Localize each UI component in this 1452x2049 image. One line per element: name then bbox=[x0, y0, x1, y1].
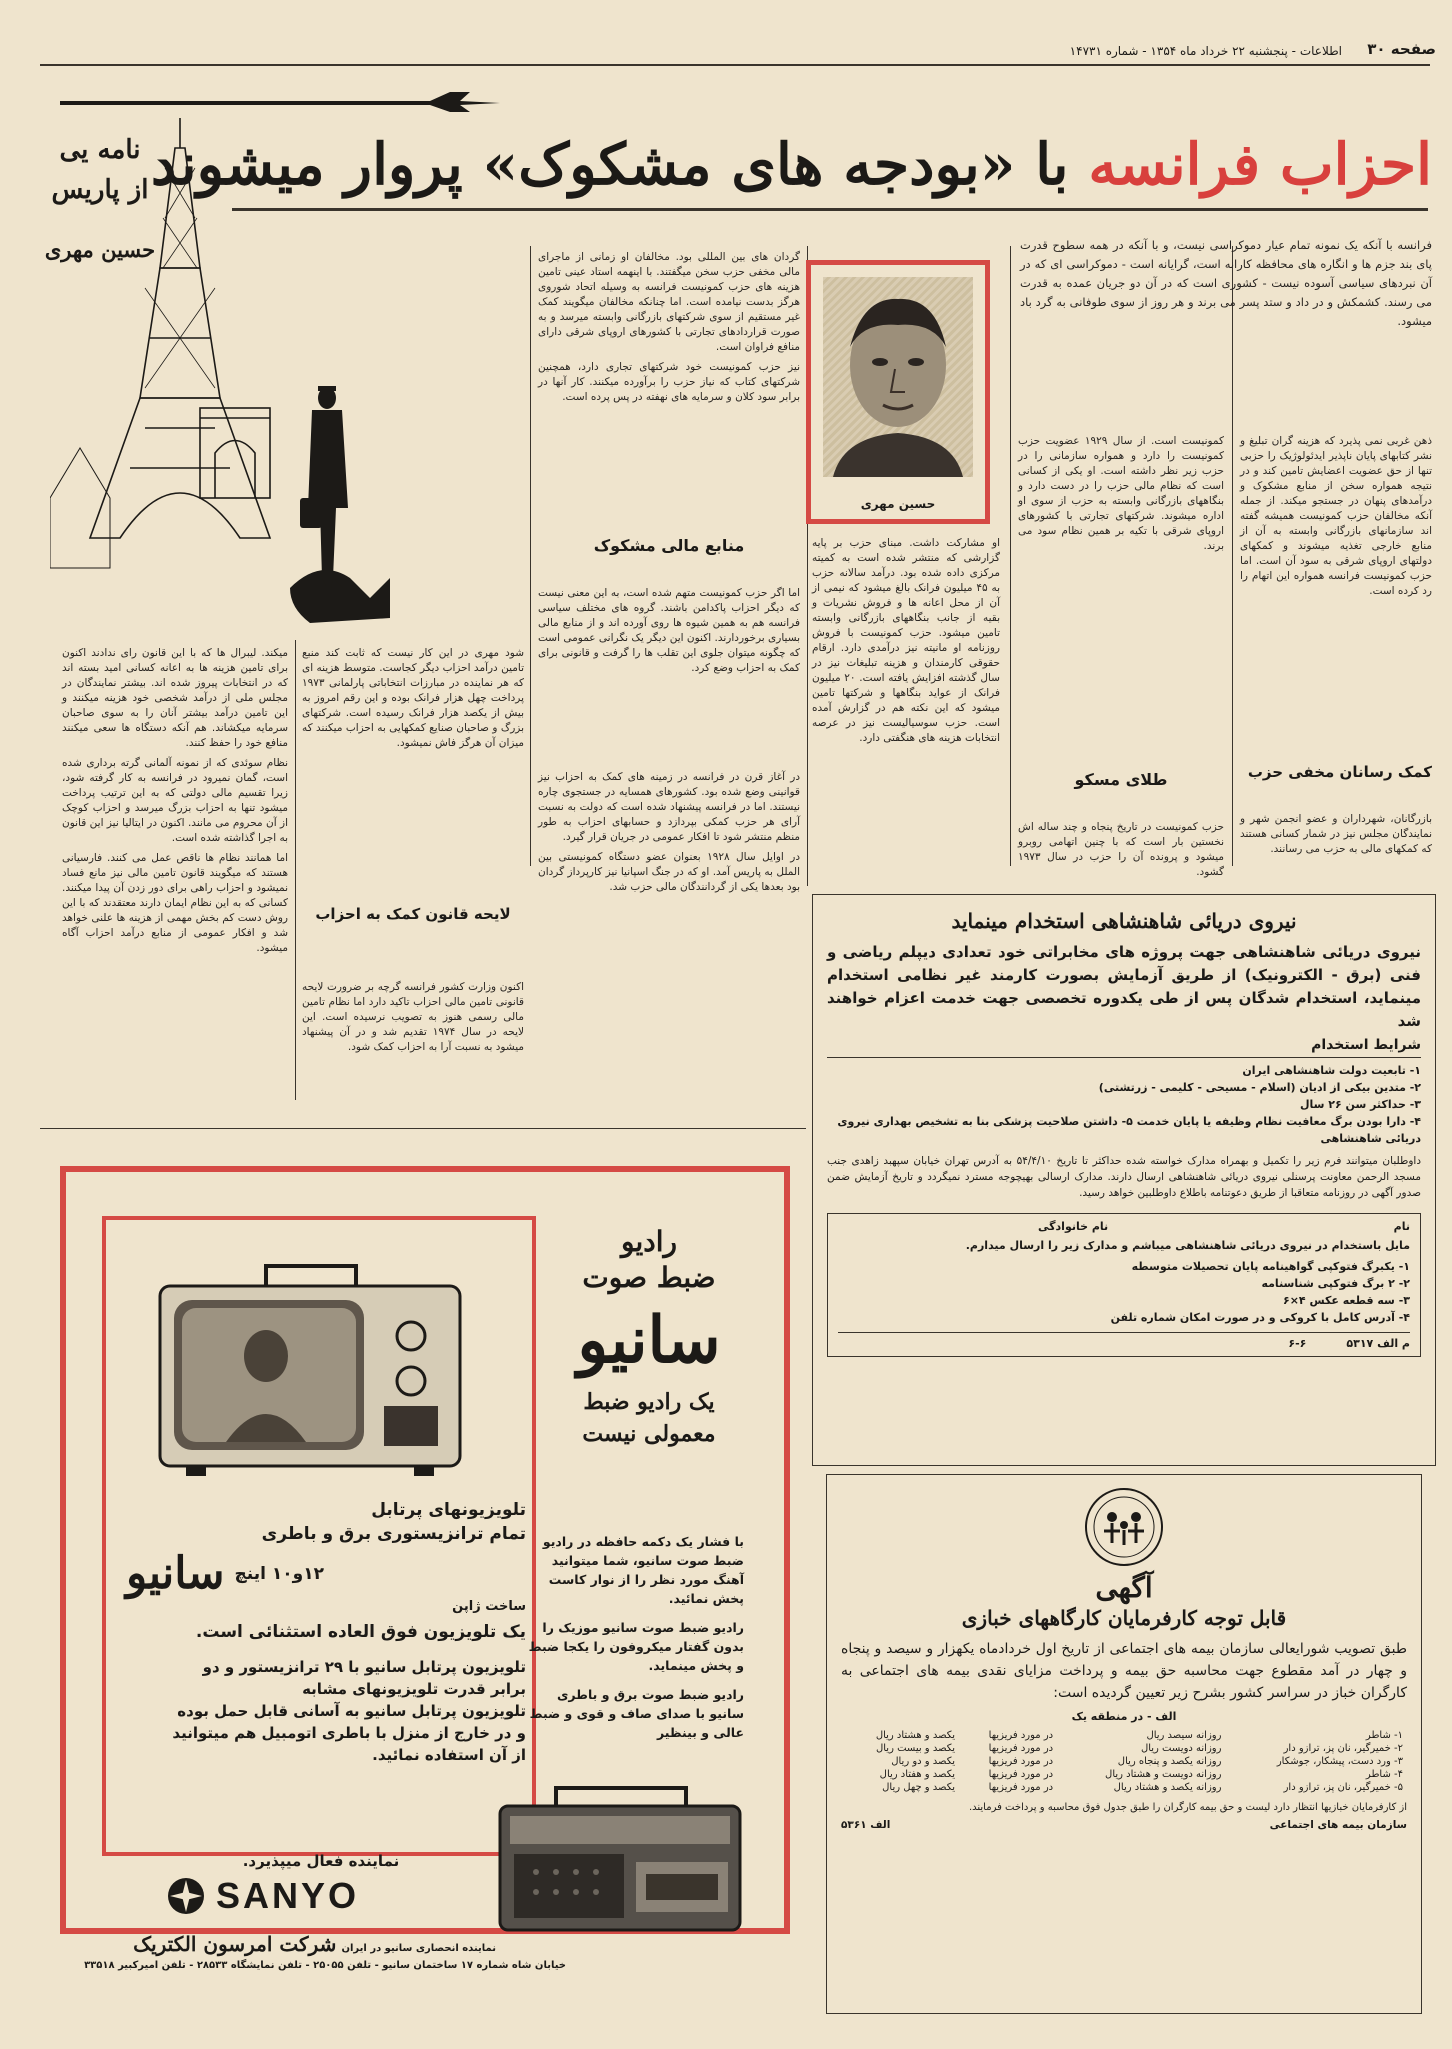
col-f-p3: اما همانند نظام ها ناقص عمل می کنند. فارسیانی هستند که میگویند قانون تامین مالی نیز مانع فساد نمیشود و احزاب راهی برای دور زدن آن پیدا میکنند. کسانی که به این نظام ایمان دارند معتقدند که با این روش دست کم بخش مهمی از هزینه ها علنی خواهد شد و افکار عمومی از منابع درآمد احزاب آگاه میشود. bbox=[62, 852, 288, 954]
insurance-code: الف ۵۳۶۱ bbox=[841, 1819, 891, 1831]
tv-title2: تمام ترانزیستوری برق و باطری bbox=[261, 1524, 526, 1544]
portrait-photo bbox=[823, 277, 973, 477]
distributor-block bbox=[76, 1932, 496, 1956]
article-col-b bbox=[1018, 434, 1224, 754]
navy-ad-intro: نیروی دریائی شاهنشاهی جهت پروژه های مخابراتی خود تعدادی دیپلم ریاضی و فنی (برق - الکترونیک) از طریق آزمایش بصورت کارمند غیر نظامی استخدام مینماید، استخدام شدگان پس از طی یکدوره تخصصی جهت خدمت اعزام خواهند شد bbox=[827, 943, 1421, 1030]
table-cell: در مورد فریزیها bbox=[988, 1769, 1054, 1780]
table-cell: ۳- ورد دست، پیشکار، جوشکار bbox=[1276, 1756, 1403, 1767]
brand-en: SANYO bbox=[216, 1875, 360, 1916]
brand-fa-large: سانیو bbox=[577, 1303, 721, 1378]
distributor-small: نماینده انحصاری سانیو در ایران bbox=[341, 1943, 496, 1954]
headline-underline bbox=[232, 208, 1428, 211]
navy-ad-instructions: داوطلبان میتوانند فرم زیر را تکمیل و بهمراه مدارک خواسته شده حداکثر تا تاریخ ۵۴/۴/۱۰ به آدرس تهران خیابان سپهبد زاهدی جنب مسجد الرحمن معاونت پرسنلی نیروی دریائی شاهنشاهی ارسال دارند. مدارک ارسالی بهیچوجه مسترد نمیگردد و تاریخ آزمایش ضمن صدور آگهی در روزنامه متعاقبا از طریق دعوتنامه باطلاع داوطلبین خواهد رسید. bbox=[827, 1155, 1422, 1199]
radio-line1: رادیو bbox=[620, 1225, 678, 1258]
sanyo-logo bbox=[166, 1876, 506, 1916]
headline-part1: احزاب فرانسه bbox=[1088, 131, 1432, 198]
table-row bbox=[841, 1755, 1407, 1768]
insurance-body: طبق تصویب شورایعالی سازمان بیمه های اجتماعی از تاریخ اول خردادماه یکهزار و سیصد و پنجاه و چهار در آمد مقطوع جهت محاسبه حق بیمه و پرداخت مزایای نقدی بیمه های اجتماعی به کارگران خباز در سراسر کشور بشرح زیر تعیین گردیده است: bbox=[841, 1641, 1407, 1701]
insurance-table bbox=[841, 1729, 1407, 1794]
navy-ad bbox=[812, 894, 1436, 1466]
col-b-subhead: طلای مسکو bbox=[1074, 770, 1168, 789]
col-b-after: حزب کمونیست در تاریخ پنجاه و چند ساله اش نخستین بار است که با چنین اتهامی روبرو میشود و پرونده آن را حزب در سال ۱۹۷۳ گشود. bbox=[1018, 821, 1224, 878]
col-c-p3 bbox=[538, 770, 800, 900]
col-b-text: کمونیست است. از سال ۱۹۲۹ عضویت حزب کمونیست را دارد و همواره سازمانی را در حزب زیر نظر داشته است. او یکی از کسانی است که نظام مالی حزب را در دست دارد و بنگاههای بازرگانی وابسته به حزب از سوی او اداره میشوند. شرکتهای تجارتی با کشورهای اروپای شرقی با تکیه بر همین نظام سود می برند. bbox=[1018, 435, 1225, 552]
form-item: ۳- سه قطعه عکس ۴×۶ bbox=[1282, 1294, 1410, 1307]
tv-size: ۱۲و۱۰ اینچ bbox=[234, 1563, 324, 1584]
col-e-after: اکنون وزارت کشور فرانسه گرچه بر ضرورت لایحه قانونی تامین مالی احزاب تاکید دارد اما نظام تامین مالی رسمی هنوز به تصویب نرسیده است. این لایحه در سال ۱۹۷۴ تقدیم شد و در آن پیشنهاد میشود به نسبت آرا به احزاب کمک شود. bbox=[302, 981, 524, 1053]
navy-ad-conditions bbox=[827, 1062, 1421, 1147]
tagline2: معمولی نیست bbox=[582, 1421, 716, 1447]
form-item: ۲- ۲ برگ فتوکپی شناسنامه bbox=[1261, 1277, 1410, 1290]
radio-features bbox=[524, 1532, 744, 1752]
table-cell: در مورد فریزیها bbox=[988, 1756, 1054, 1767]
col-d-p2: در آغاز قرن در فرانسه در زمینه های کمک به احزاب نیز قوانینی وضع شده بود. کشورهای همسایه در جستجوی چاره نیستند. اما در فرانسه پیشنهاد شده است که دولت به نسبت آرای هر حزب کمکی بپردازد و حسابهای احزاب به طور منظم منتشر شود تا افکار عمومی در جریان قرار گیرد. bbox=[538, 771, 800, 843]
column-tag-line1: نامه یی bbox=[59, 135, 141, 165]
tv-title1: تلویزیونهای پرتابل bbox=[371, 1500, 526, 1520]
table-cell: ۴- شاطر bbox=[1365, 1769, 1403, 1780]
condition-item: ۲- متدین بیکی از ادیان (اسلام - مسیحی - کلیمی - زرتشتی) bbox=[1098, 1081, 1421, 1094]
radio-illustration bbox=[496, 1782, 746, 1932]
table-row bbox=[841, 1729, 1407, 1742]
table-cell: روزانه دویست و هشتاد ریال bbox=[1105, 1769, 1222, 1780]
table-cell: یکصد و بیست ریال bbox=[875, 1743, 956, 1754]
insurance-title: آگهی bbox=[1095, 1571, 1153, 1604]
table-row bbox=[841, 1781, 1407, 1794]
condition-item: ۳- حداکثر سن ۲۶ سال bbox=[1299, 1098, 1421, 1111]
lead-paragraph: فرانسه با آنکه یک نمونه تمام عیار دموکراسی نیست، و با آنکه در همه سطوح قدرت پای بند جزم ها و انگاره های محافظه کارانه است، گرایانه است - دموکراسی ای که در آن نبردهای سیاسی آسوده نیست - کشوری است که در آن دو جریان عمده به قدرت می رسند. کشمکش و در داد و ستد پسر می برند و هر روز از سوی طوفانی به گرد باد میشود. bbox=[1020, 238, 1432, 328]
table-cell: یکصد و چهل ریال bbox=[882, 1782, 956, 1793]
form-family-label: نام خانوادگی bbox=[1038, 1220, 1109, 1233]
table-cell: یکصد و دو ریال bbox=[891, 1756, 956, 1767]
col-f-text: میکند. لیبرال ها که با این قانون رای ندادند اکنون برای تامین هزینه ها به اعانه کسانی امید بسته اند که در انتخابات پیروز شده اند. بیشتر نمایندگان در مجلس ملی از درآمد شخصی خود هزینه میکنند و این تامین درآمد بیشتر آنان را به سوی صاحبان سرمایه میکشاند. هم آنکه دستگاه ها سعی میکنند منافع خود را حفظ کنند. bbox=[62, 647, 288, 749]
table-cell: ۲- خمیرگیر، نان پز، ترازو دار bbox=[1283, 1743, 1403, 1754]
article-col-f bbox=[62, 646, 288, 961]
table-cell: روزانه دویست ریال bbox=[1140, 1743, 1222, 1754]
table-cell: ۱- شاطر bbox=[1365, 1730, 1403, 1741]
table-cell: یکصد و هفتاد ریال bbox=[879, 1769, 956, 1780]
condition-item: ۱- تابعیت دولت شاهنشاهی ایران bbox=[1242, 1064, 1421, 1077]
made-in: ساخت ژاپن bbox=[452, 1599, 526, 1614]
navy-code2: ۶-۶ bbox=[1288, 1337, 1307, 1350]
column-tag-author: حسین مهری bbox=[44, 237, 156, 262]
col-f-p2: نظام سوئدی که از نمونه آلمانی گرته برداری شده است، گمان نمیرود در فرانسه به کار گرفته شود، زیرا تقسیم مالی دولتی که به این ترتیب پرداخت میشود تنها به احزاب بزرگ میرسد و احزاب کوچک از آن محروم می مانند. اکنون در ایتالیا نیز این قانون به اجرا گذاشته شده است. bbox=[62, 757, 288, 844]
tv-illustration bbox=[156, 1256, 466, 1486]
insurance-ad bbox=[826, 1474, 1422, 2014]
tagline1: یک رادیو ضبط bbox=[583, 1389, 715, 1415]
agency-line: نماینده فعال میپذیرد. bbox=[242, 1852, 400, 1870]
table-cell: در مورد فریزیها bbox=[988, 1730, 1054, 1741]
table-cell: در مورد فریزیها bbox=[988, 1782, 1054, 1793]
col-rule-3 bbox=[530, 246, 531, 866]
column-tag-line2: از پاریس bbox=[51, 175, 149, 205]
form-item: ۱- یکبرگ فتوکپی گواهینامه پایان تحصیلات متوسطه bbox=[1131, 1260, 1410, 1273]
col-c-p2: نیز حزب کمونیست خود شرکتهای تجاری دارد، همچنین شرکتهای کتاب که نیاز حزب را برآورده میکنند. کار آنها در برابر سود کلان و سرمایه های نهفته در پس پرده است. bbox=[538, 361, 800, 403]
form-name-label: نام bbox=[1393, 1220, 1410, 1233]
col-a-text: ذهن غربی نمی پذیرد که هزینه گران تبلیغ و نشر کتابهای پایان ناپذیر ایدئولوژیک را حزبی تنها از حق عضویت اعضایش تامین کند و در نتیجه همواره سخن از منابع مشکوک و درآمدهای پنهان در جستجو میکند. از جمله آنکه مخالفان حزب کمونیست همیشه گفته اند سازمانهای بازرگانی وابسته به آن از منابع خارجی تغذیه میشوند و کمکهای دولتهای اروپای شرقی به سود آن است. اما حزب کمونیست فرانسه همواره این اتهام را رد کرده است. bbox=[1240, 435, 1432, 597]
radio-line2: ضبط صوت bbox=[582, 1261, 716, 1294]
col-a-subhead: کمک رسانان مخفی حزب bbox=[1247, 763, 1432, 781]
table-cell: ۵- خمیرگیر، نان پز، ترازو دار bbox=[1283, 1782, 1403, 1793]
radio-feature: رادیو ضبط صوت برق و باطری سانیو با صدای صاف و قوی و ضبط عالی و بینظیر bbox=[529, 1687, 744, 1740]
col-rule-4 bbox=[295, 640, 296, 1100]
col-e-subhead: لایحه قانون کمک به احزاب bbox=[315, 905, 511, 923]
insurance-logo bbox=[1082, 1485, 1166, 1569]
form-items bbox=[838, 1258, 1410, 1326]
article-col-c bbox=[538, 250, 800, 410]
radio-feature: رادیو ضبط صوت سانیو موزیک را بدون گفتار میکروفون را یکجا ضبط و پخش مینماید. bbox=[528, 1620, 744, 1673]
col-c-subhead: منابع مالی مشکوک bbox=[593, 536, 745, 555]
table-cell: روزانه سیصد ریال bbox=[1146, 1730, 1222, 1741]
navy-code: م الف ۵۳۱۷ bbox=[1346, 1337, 1410, 1350]
sanyo-ad bbox=[60, 1166, 790, 1956]
portrait-caption: حسین مهری bbox=[860, 497, 936, 511]
tv-features bbox=[126, 1656, 526, 1766]
col-c-text: گردان های بین المللی بود. مخالفان او زمانی از ماجرای مالی مخفی حزب سخن میگفتند. با اینهمه استاد عینی تامین هزینه های حزب کمونیست فرانسه به وسیله اتحاد شوروی هرگز بدست نیامده است. اما چنانکه مخالفان میگویند کمک غیر مستقیم از سوی شرکتهای بازرگانی وابسته میرسد و به صورت قراردادهای تجارتی با کشورهای اروپای شرقی دارای منافع فراوان است. bbox=[538, 251, 800, 353]
table-row bbox=[841, 1768, 1407, 1781]
sanyo-radio-headline bbox=[554, 1224, 744, 1450]
paris-illustration bbox=[50, 108, 390, 628]
portrait-box bbox=[806, 260, 990, 524]
distributor: شرکت امرسون الکتریک bbox=[133, 1932, 337, 1956]
tv-brand: سانیو bbox=[126, 1548, 225, 1599]
table-cell: یکصد و هشتاد ریال bbox=[875, 1730, 956, 1741]
headline bbox=[150, 120, 1432, 220]
article-col-e: شود مهری در این کار نیست که ثابت کند منبع تامین درآمد احزاب دیگر کجاست. متوسط هزینه ای که هر نماینده در مبارزات انتخاباتی پارلمانی ۱۹۷۳ پرداخت چهل هزار فرانک بوده و این رقم امروز به بیش از یکصد هزار فرانک رسیده است. شرکتهای بزرگ و صاحبان صنایع کمکهایی به احزاب میکنند که میزان آن هرگز فاش نمیشود. bbox=[302, 647, 524, 749]
form-item: ۴- آدرس کامل با کروکی و در صورت امکان شماره تلفن bbox=[1110, 1311, 1410, 1324]
tv-feature: تلویزیون پرتابل سانیو با ۲۹ ترانزیستور و دو برابر قدرت تلویزیونهای مشابه bbox=[202, 1658, 526, 1698]
article-col-d bbox=[812, 536, 1000, 751]
article-col-a bbox=[1240, 434, 1432, 734]
sanyo-address: خیابان شاه شماره ۱۷ ساختمان سانیو - تلفن ۲۵۰۵۵ - تلفن نمایشگاه ۲۸۵۳۳ - تلفن امیرکبیر ۳۳۵۱۸ bbox=[84, 1960, 566, 1971]
tv-feature: تلویزیون پرتابل سانیو به آسانی قابل حمل بوده و در خارج از منزل با باطری اتومبیل هم میتوانید از آن استفاده نمائید. bbox=[172, 1702, 526, 1764]
insurance-signature: سازمان بیمه های اجتماعی bbox=[1269, 1819, 1407, 1831]
navy-ad-rule bbox=[827, 1057, 1421, 1058]
col-d-p3: در اوایل سال ۱۹۲۸ بعنوان عضو دستگاه کمونیستی بین الملل به پاریس آمد. او که در جنگ اسپانیا نیز کارپرداز گردان بود بعدها یکی از گردانندگان مالی حزب شد. bbox=[538, 851, 800, 893]
dateline: اطلاعات - پنجشنبه ۲۲ خرداد ماه ۱۳۵۴ - شماره ۱۴۷۳۱ bbox=[1069, 44, 1342, 58]
headline-part2: با «بودجه های مشکوک» پروار میشوند bbox=[150, 131, 1069, 198]
table-cell: در مورد فریزیها bbox=[988, 1743, 1054, 1754]
table-cell: روزانه یکصد و پنجاه ریال bbox=[1117, 1756, 1222, 1767]
page-label: صفحه ۳۰ bbox=[1367, 40, 1436, 58]
navy-ad-conditions-heading: شرایط استخدام bbox=[1311, 1037, 1421, 1053]
col-d-text: او مشارکت داشت. مبنای حزب بر پایه گزارشی که منتشر شده است به کمیته مرکزی داده شده بود. درآمد سالانه حزب به ۴۵ میلیون فرانک بالغ میشود که نیمی از آن از محل اعانه ها و فروش نشریات و بقیه از جانب بنگاههای بازرگانی وابسته تامین میشود. حزب کمونیست با فروش روزنامه او مانیته نیز درآمدی دارد. ارقام حقوقی کارمندان و هزینه تبلیغات نیز در سال گذشته افزایش یافته است. ۲۰ میلیون فرانک از عواید بنگاهها و شرکتها تامین میشود که این نکته هم در گزارش آمده است. حزب سوسیالیست نیز در عرصه انتخابات هزینه های هنگفتی دارد. bbox=[812, 537, 1001, 744]
col-c-after: اما اگر حزب کمونیست متهم شده است، به این معنی نیست که دیگر احزاب پاکدامن باشند. گروه های مختلف سیاسی فرانسه هم به همین شیوه ها روی آورده اند و از منابع مالی بسیاری برخوردارند. اکنون این دیگر یک نگرانی عمومی است که چگونه میتوان جلوی این تقلب ها را گرفت و قانونی برای کمک به احزاب وضع کرد. bbox=[538, 587, 800, 674]
sanyo-logo-icon bbox=[166, 1876, 206, 1916]
tv-claim: یک تلویزیون فوق العاده استثنائی است. bbox=[195, 1622, 526, 1642]
navy-ad-form bbox=[827, 1213, 1421, 1357]
col-a-after: بازرگانان، شهرداران و عضو انجمن شهر و نمایندگان مجلس نیز در شمار کسانی هستند که کمکهای مالی به حزب می رسانند. bbox=[1240, 813, 1432, 855]
insurance-footer: از کارفرمایان خبازیها انتظار دارد لیست و حق بیمه کارگران را طبق جدول فوق محاسبه و پرداخت فرمایند. bbox=[968, 1802, 1407, 1813]
tv-text bbox=[126, 1498, 526, 1766]
condition-item: ۴- دارا بودن برگ معافیت نظام وظیفه یا پایان خدمت ۵- داشتن صلاحیت پزشکی بنا به تشخیص بهداری نیروی دریائی شاهنشاهی bbox=[837, 1115, 1421, 1145]
table-cell: روزانه یکصد و هشتاد ریال bbox=[1113, 1782, 1222, 1793]
insurance-section: الف - در منطقه یک bbox=[1071, 1710, 1177, 1723]
radio-feature: با فشار یک دکمه حافظه در رادیو ضبط صوت سانیو، شما میتوانید آهنگ مورد نظر را از نوار کاست پخش نمائید. bbox=[542, 1534, 744, 1606]
navy-ad-title: نیروی دریائی شاهنشاهی استخدام مینماید bbox=[951, 909, 1297, 933]
article-bottom-rule bbox=[40, 1128, 806, 1129]
masthead-rule bbox=[40, 64, 1430, 66]
col-rule-2 bbox=[1010, 246, 1011, 866]
table-row bbox=[841, 1742, 1407, 1755]
insurance-subtitle: قابل توجه کارفرمایان کارگاههای خبازی bbox=[961, 1606, 1287, 1630]
form-line: مایل باستخدام در نیروی دریائی شاهنشاهی میباشم و مدارک زیر را ارسال میدارم. bbox=[965, 1239, 1410, 1252]
